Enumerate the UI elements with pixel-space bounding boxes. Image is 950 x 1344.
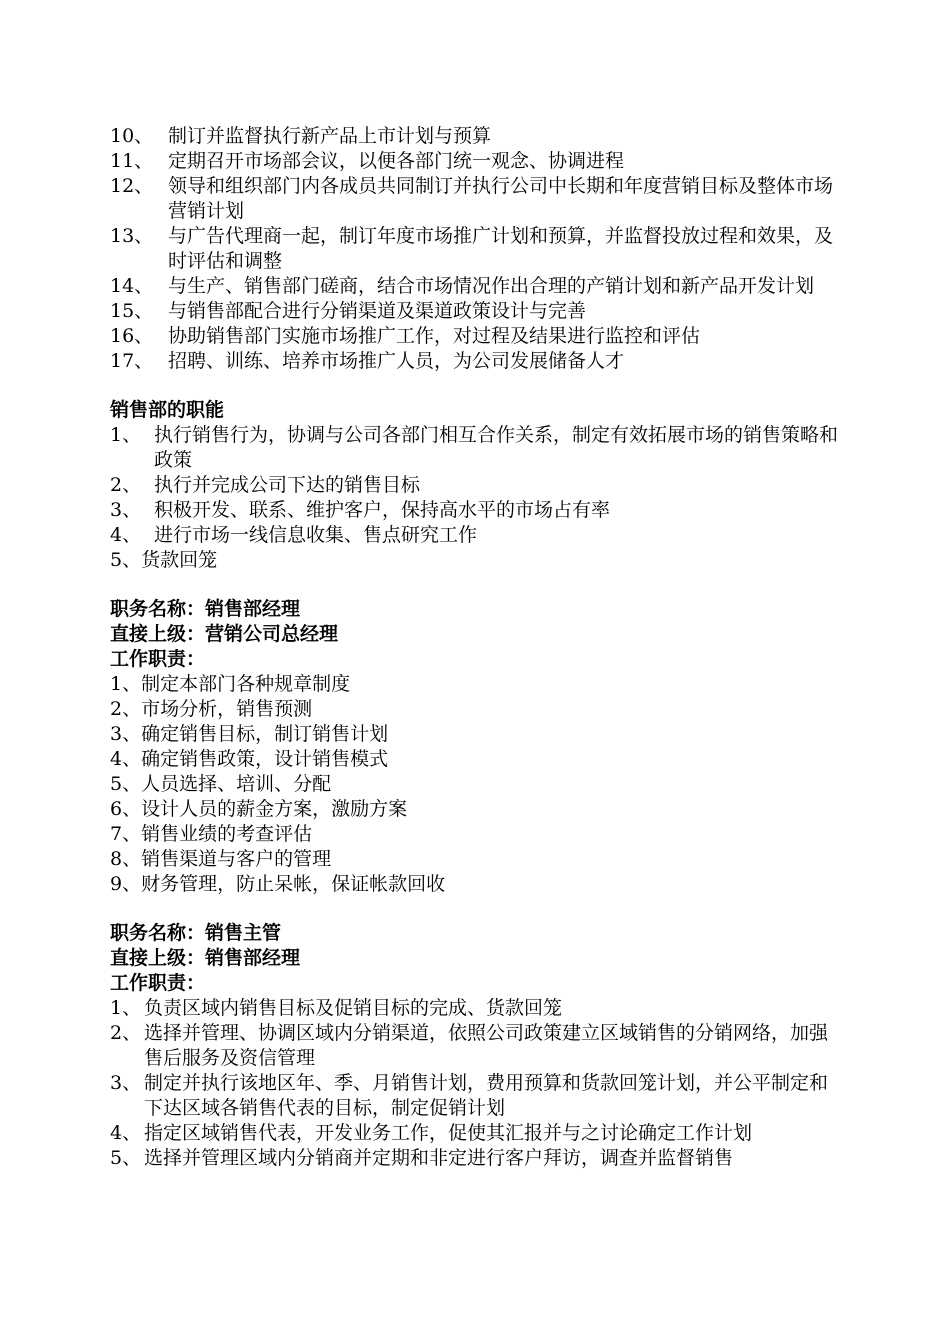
list-item: 9、 财务管理，防止呆帐，保证帐款回收: [110, 873, 446, 895]
list-item: 3、 确定销售目标，制订销售计划: [110, 723, 389, 745]
list-item: 4、 进行市场一线信息收集、售点研究工作: [110, 524, 478, 546]
list-item: 10、 制订并监督执行新产品上市计划与预算: [110, 125, 492, 147]
list-item: 14、 与生产、销售部门磋商，结合市场情况作出合理的产销计划和新产品开发计划: [110, 275, 815, 297]
list-item: 1、 负责区域内销售目标及促销目标的完成、货款回笼: [110, 997, 563, 1019]
list-item: 12、 领导和组织部门内各成员共同制订并执行公司中长期和年度营销目标及整体市场营销计划: [110, 175, 834, 222]
duties-label: 工作职责：: [110, 972, 206, 994]
list-item: 1、 执行销售行为，协调与公司各部门相互合作关系，制定有效拓展市场的销售策略和政策: [110, 424, 839, 471]
job-title: 职务名称：销售部经理: [110, 598, 301, 620]
list-item: 5、 人员选择、培训、分配: [110, 773, 332, 795]
list-item: 16、 协助销售部门实施市场推广工作，对过程及结果进行监控和评估: [110, 325, 701, 347]
section-heading: 销售部的职能: [110, 399, 225, 421]
list-item: 15、 与销售部配合进行分销渠道及渠道政策设计与完善: [110, 300, 587, 322]
spacer: [110, 374, 845, 398]
duties-label: 工作职责：: [110, 648, 206, 670]
list-item: 2、 市场分析，销售预测: [110, 698, 313, 720]
list-item: 2、 选择并管理、协调区域内分销渠道，依照公司政策建立区域销售的分销网络，加强售后服务及资信管理: [110, 1022, 829, 1069]
document-page: [110, 124, 845, 1171]
list-item: 17、 招聘、训练、培养市场推广人员，为公司发展储备人才: [110, 350, 625, 372]
list-item: 3、 制定并执行该地区年、季、月销售计划，费用预算和货款回笼计划，并公平制定和下达区域各销售代表的目标，制定促销计划: [110, 1072, 829, 1119]
list-item: 4、 确定销售政策，设计销售模式: [110, 748, 389, 770]
list-item: 3、 积极开发、联系、维护客户，保持高水平的市场占有率: [110, 499, 611, 521]
list-item: 6、 设计人员的薪金方案，激励方案: [110, 798, 408, 820]
list-item: 5、 货款回笼: [110, 549, 218, 571]
marketing-duties-list: [110, 124, 845, 374]
job-title: 职务名称：销售主管: [110, 922, 282, 944]
list-item: 7、 销售业绩的考查评估: [110, 823, 313, 845]
sales-supervisor-section: [110, 921, 845, 1171]
list-item: 8、 销售渠道与客户的管理: [110, 848, 332, 870]
list-item: 4、 指定区域销售代表，开发业务工作，促使其汇报并与之讨论确定工作计划: [110, 1122, 753, 1144]
spacer: [110, 573, 845, 597]
sales-manager-section: [110, 597, 845, 897]
list-item: 13、 与广告代理商一起，制订年度市场推广计划和预算，并监督投放过程和效果，及时评估和调整: [110, 225, 834, 272]
list-item: 11、 定期召开市场部会议，以便各部门统一观念、协调进程: [110, 150, 625, 172]
list-item: 5、 选择并管理区域内分销商并定期和非定进行客户拜访，调查并监督销售: [110, 1147, 734, 1169]
list-item: 1、 制定本部门各种规章制度: [110, 673, 351, 695]
spacer: [110, 897, 845, 921]
sales-functions-section: [110, 398, 845, 573]
job-superior: 直接上级：营销公司总经理: [110, 623, 339, 645]
job-superior: 直接上级：销售部经理: [110, 947, 301, 969]
list-item: 2、 执行并完成公司下达的销售目标: [110, 474, 421, 496]
